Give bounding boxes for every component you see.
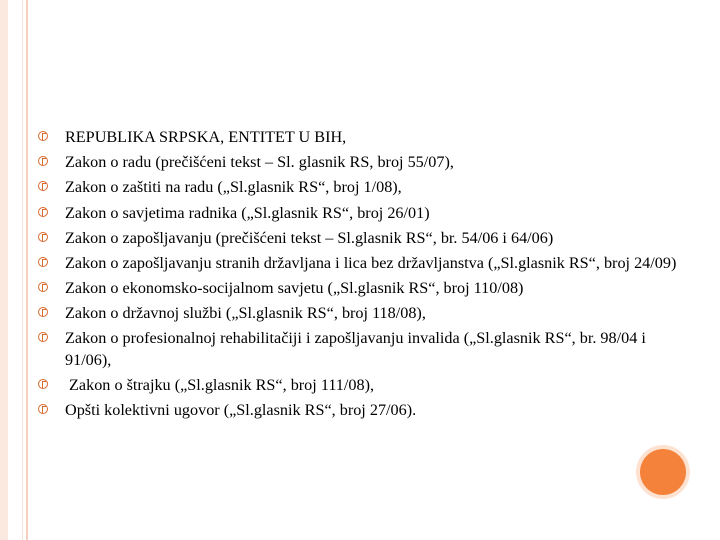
circle-bullet-icon (38, 332, 48, 342)
list-item (38, 126, 678, 148)
item-text: Zakon o zapošljavanju stranih državljana i lica bez državljanstva („Sl.glasnik RS“, broj 24/09) (65, 253, 677, 272)
item-text: Zakon o ekonomsko-socijalnom savjetu („Sl.glasnik RS“, broj 110/08) (65, 278, 524, 297)
list-item (38, 374, 678, 396)
list-item (38, 202, 678, 224)
circle-bullet-icon (38, 131, 48, 141)
list-item (38, 327, 678, 371)
list-item (38, 399, 678, 421)
circle-bullet-icon (38, 257, 48, 267)
orange-circle-decoration (640, 449, 686, 495)
item-text: Zakon o zaštiti na radu („Sl.glasnik RS“, broj 1/08), (65, 178, 402, 197)
item-text: Zakon o štrajku („Sl.glasnik RS“, broj 111/08), (65, 375, 375, 394)
list-item (38, 277, 678, 299)
item-text: Opšti kolektivni ugovor („Sl.glasnik RS“, broj 27/06). (65, 400, 417, 419)
circle-bullet-icon (38, 379, 48, 389)
circle-bullet-icon (38, 307, 48, 317)
circle-bullet-icon (38, 404, 48, 414)
circle-bullet-icon (38, 282, 48, 292)
item-text: Zakon o profesionalnoj rehabilitačiji i zapošljavanju invalida („Sl.glasnik RS“, br. 98/04 i 91/06), (65, 328, 646, 369)
circle-bullet-icon (38, 156, 48, 166)
circle-bullet-icon (38, 181, 48, 191)
law-list (38, 126, 678, 424)
border-line (26, 0, 28, 540)
item-text: Zakon o savjetima radnika („Sl.glasnik RS“, broj 26/01) (65, 203, 430, 222)
list-item (38, 227, 678, 249)
list-item (38, 302, 678, 324)
circle-bullet-icon (38, 207, 48, 217)
border-line-thin (22, 0, 23, 540)
item-text: Zakon o državnoj službi („Sl.glasnik RS“, broj 118/08), (65, 303, 426, 322)
item-text: REPUBLIKA SRPSKA, ENTITET U BIH, (65, 128, 347, 146)
list-item (38, 176, 678, 198)
list-item (38, 252, 678, 274)
item-text: Zakon o zapošljavanju (prečišćeni tekst – Sl.glasnik RS“, br. 54/06 i 64/06) (65, 228, 554, 247)
item-text: Zakon o radu (prečišćeni tekst – Sl. glasnik RS, broj 55/07), (65, 153, 454, 172)
list-item (38, 151, 678, 173)
circle-bullet-icon (38, 232, 48, 242)
